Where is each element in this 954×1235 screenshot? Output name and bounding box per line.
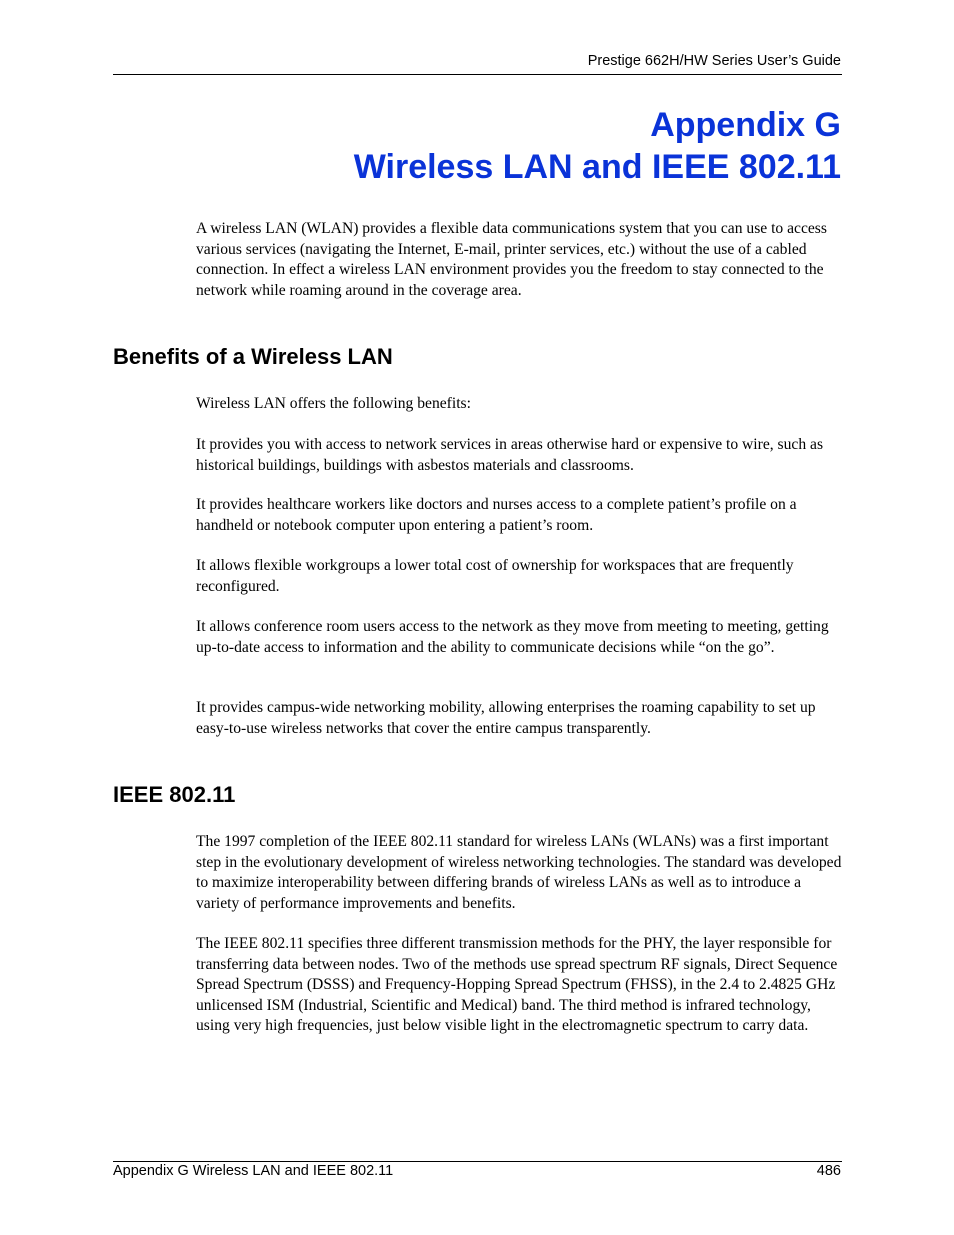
ieee-paragraph-2: The IEEE 802.11 specifies three different transmission methods for the PHY, the layer responsible for transferring data between nodes. Two of the methods use spread spectrum RF signals, Direct Sequence Spread Spectrum (DSSS) and Frequency-Hopping Spread Spectrum (FHSS), in the 2.4 to 2.4825 GHz unlicensed ISM (Industrial, Scientific and Medical) band. The third method is infrared technology, using very high frequencies, just below visible light in the electromagnetic spectrum to carry data. xyxy=(196,935,838,1034)
benefits-paragraph-2: It provides you with access to network services in areas otherwise hard or expensive to wire, such as historical buildings, buildings with asbestos materials and classrooms. xyxy=(196,436,824,474)
benefits-paragraph-1: Wireless LAN offers the following benefits: xyxy=(196,395,471,412)
section-heading-benefits: Benefits of a Wireless LAN xyxy=(113,344,393,369)
ieee-paragraph-1: The 1997 completion of the IEEE 802.11 standard for wireless LANs (WLANs) was a first important step in the evolutionary development of wireless networking technologies. The standard was developed to maximize interoperability between differing brands of wireless LANs as well as to introduce a variety of performance improvements and benefits. xyxy=(196,833,842,912)
benefits-paragraph-4: It allows flexible workgroups a lower total cost of ownership for workspaces that are frequently reconfigured. xyxy=(196,557,794,595)
chapter-title-line-1: Appendix G xyxy=(650,106,841,144)
intro-paragraph: A wireless LAN (WLAN) provides a flexible data communications system that you can use to access various services (navigating the Internet, E-mail, printer services, etc.) without the use of a cabled connection. In effect a wireless LAN environment provides you the freedom to stay connected to the network while roaming around in the coverage area. xyxy=(196,220,827,299)
chapter-title-line-2: Wireless LAN and IEEE 802.11 xyxy=(353,148,841,186)
footer-section-name: Appendix G Wireless LAN and IEEE 802.11 xyxy=(113,1163,394,1179)
benefits-paragraph-6: It provides campus-wide networking mobility, allowing enterprises the roaming capability to set up easy-to-use wireless networks that cover the entire campus transparently. xyxy=(196,699,816,737)
header-divider xyxy=(113,74,842,75)
page-title xyxy=(112,104,841,188)
benefits-paragraph-3: It provides healthcare workers like doctors and nurses access to a complete patient’s profile on a handheld or notebook computer upon entering a patient’s room. xyxy=(196,496,797,534)
page-number: 486 xyxy=(816,1163,841,1179)
running-header: Prestige 662H/HW Series User’s Guide xyxy=(587,53,841,69)
section-heading-ieee: IEEE 802.11 xyxy=(113,782,236,807)
benefits-paragraph-5: It allows conference room users access to the network as they move from meeting to meeting, getting up-to-date access to information and the ability to communicate decisions while “on the go”. xyxy=(196,618,829,656)
